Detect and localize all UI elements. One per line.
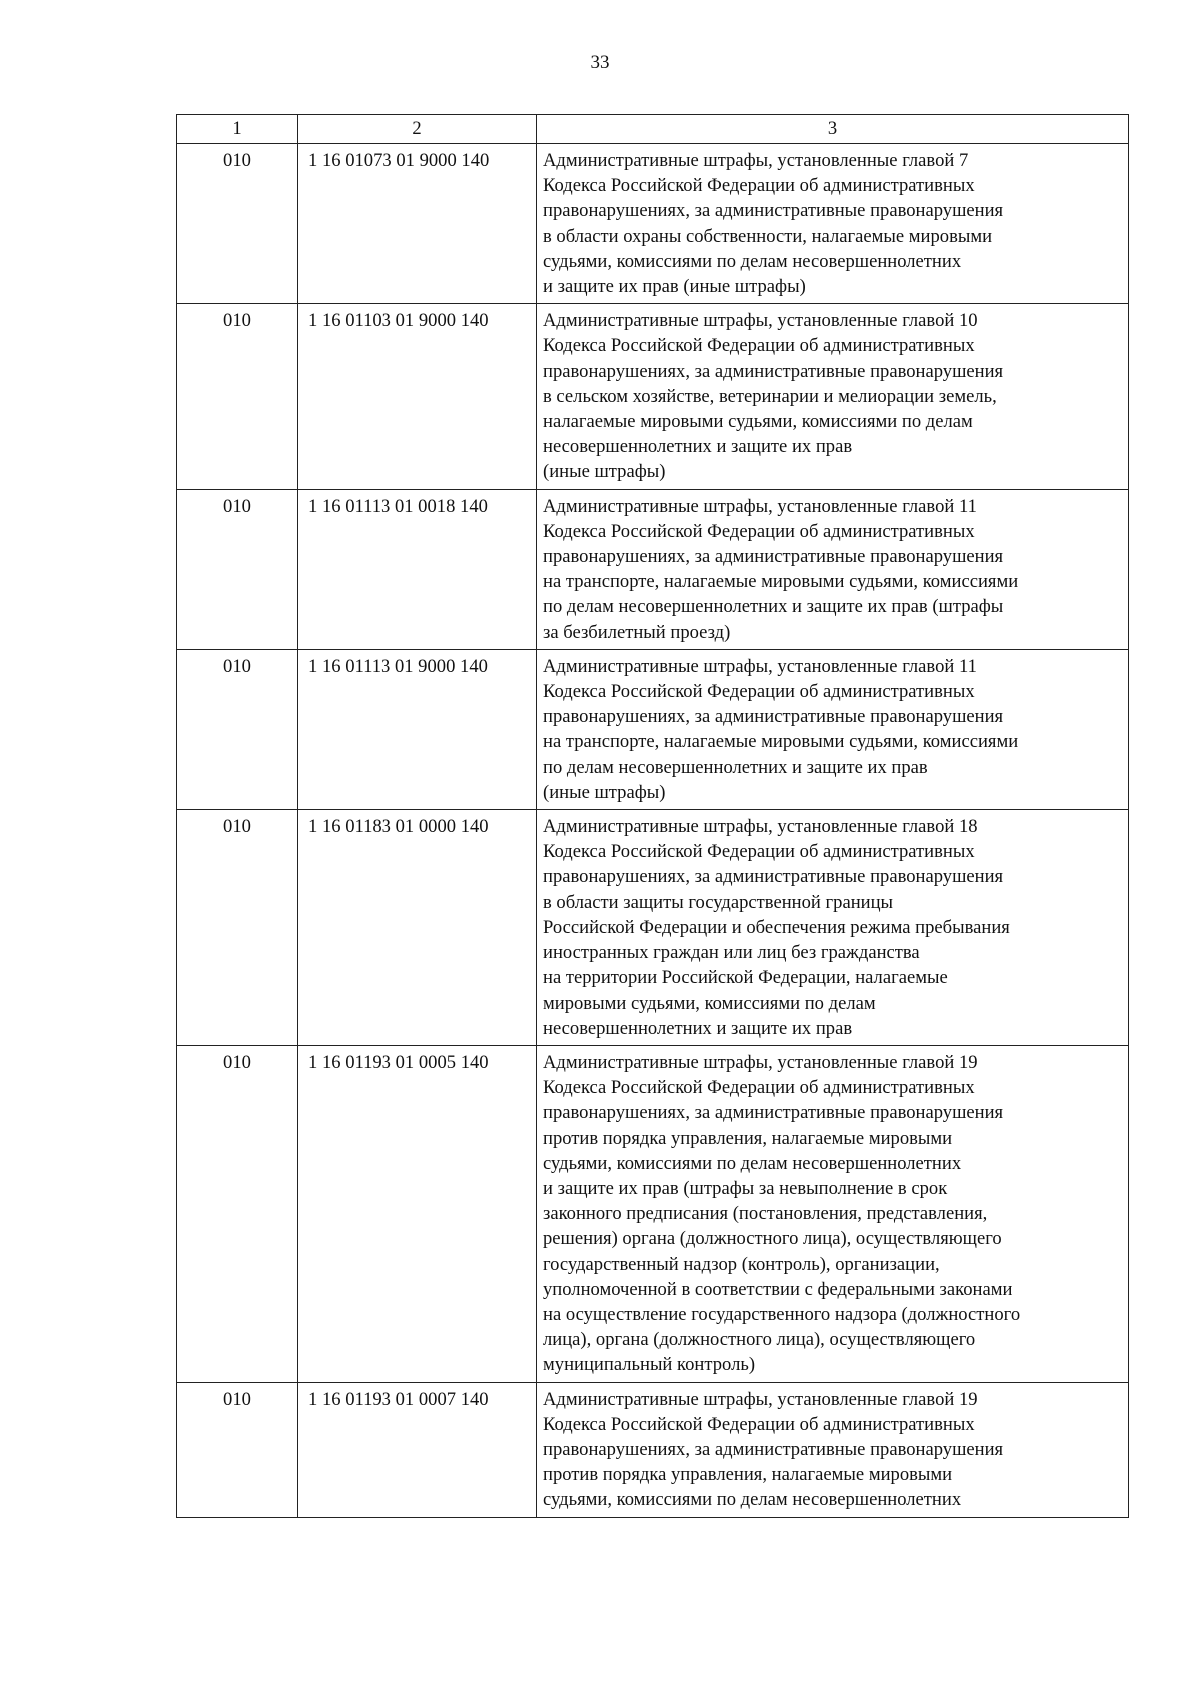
- description-line: Административные штрафы, установленные главой 11: [543, 655, 977, 677]
- table-row: [177, 489, 1129, 649]
- table-row: [177, 649, 1129, 809]
- description-line: в области охраны собственности, налагаемые мировыми: [543, 225, 993, 247]
- description-line: налагаемые мировыми судьями, комиссиями по делам: [543, 411, 973, 433]
- description-line: на осуществление государственного надзора (должностного: [543, 1303, 1021, 1325]
- admin-code-cell: 010: [177, 304, 298, 489]
- description-line: муниципальный контроль): [543, 1354, 756, 1376]
- description-line: уполномоченной в соответствии с федеральными законами: [543, 1278, 1013, 1300]
- table-row: [177, 1382, 1129, 1517]
- description-line: Кодекса Российской Федерации об административных: [543, 1077, 975, 1099]
- description-line: Административные штрафы, установленные главой 7: [543, 150, 969, 171]
- description-line: лица), органа (должностного лица), осуществляющего: [543, 1329, 976, 1351]
- description-line: и защите их прав (штрафы за невыполнение в срок: [543, 1177, 948, 1199]
- budget-classification-code-cell: 1 16 01073 01 9000 140: [298, 144, 537, 304]
- description-line: Кодекса Российской Федерации об административных: [543, 681, 975, 703]
- description-line: против порядка управления, налагаемые мировыми: [543, 1127, 953, 1149]
- description-cell: [537, 1382, 1129, 1517]
- description-line: иностранных граждан или лиц без гражданства: [543, 942, 920, 964]
- budget-codes-table: [176, 114, 1129, 1518]
- description-line: судьями, комиссиями по делам несовершеннолетних: [543, 250, 962, 272]
- description-line: Административные штрафы, установленные главой 19: [543, 1388, 978, 1410]
- description-line: (иные штрафы): [543, 461, 666, 483]
- table-row: [177, 144, 1129, 304]
- description-line: судьями, комиссиями по делам несовершеннолетних: [543, 1152, 962, 1174]
- description-line: правонарушениях, за административные правонарушения: [543, 360, 1004, 382]
- description-line: на территории Российской Федерации, налагаемые: [543, 967, 948, 989]
- description-line: Кодекса Российской Федерации об административных: [543, 841, 975, 863]
- table-body: [177, 144, 1129, 1518]
- description-line: против порядка управления, налагаемые мировыми: [543, 1464, 953, 1486]
- description-line: правонарушениях, за административные правонарушения: [543, 866, 1004, 888]
- description-line: правонарушениях, за административные правонарушения: [543, 200, 1004, 222]
- column-header-2: 2: [298, 115, 537, 144]
- table-row: [177, 1045, 1129, 1382]
- description-cell: [537, 144, 1129, 304]
- description-line: по делам несовершеннолетних и защите их прав (штрафы: [543, 596, 1004, 618]
- description-line: судьями, комиссиями по делам несовершеннолетних: [543, 1489, 962, 1511]
- description-line: Административные штрафы, установленные главой 18: [543, 816, 978, 838]
- description-cell: [537, 489, 1129, 649]
- description-line: правонарушениях, за административные правонарушения: [543, 1102, 1004, 1124]
- admin-code-cell: 010: [177, 1382, 298, 1517]
- description-line: государственный надзор (контроль), организации,: [543, 1253, 940, 1275]
- table-row: [177, 304, 1129, 489]
- admin-code-cell: 010: [177, 649, 298, 809]
- description-line: в сельском хозяйстве, ветеринарии и мелиорации земель,: [543, 385, 997, 407]
- admin-code-cell: 010: [177, 810, 298, 1046]
- description-line: Кодекса Российской Федерации об административных: [543, 1413, 975, 1435]
- column-header-1: 1: [177, 115, 298, 144]
- column-header-3: 3: [537, 115, 1129, 144]
- description-line: Кодекса Российской Федерации об административных: [543, 175, 975, 197]
- budget-classification-code-cell: 1 16 01113 01 0018 140: [298, 489, 537, 649]
- admin-code-cell: 010: [177, 489, 298, 649]
- description-line: мировыми судьями, комиссиями по делам: [543, 992, 876, 1014]
- budget-classification-code-cell: 1 16 01183 01 0000 140: [298, 810, 537, 1046]
- description-line: Административные штрафы, установленные главой 11: [543, 495, 977, 517]
- description-line: правонарушениях, за административные правонарушения: [543, 1438, 1004, 1460]
- description-line: Кодекса Российской Федерации об административных: [543, 520, 975, 542]
- description-line: в области защиты государственной границы: [543, 891, 894, 913]
- description-line: Кодекса Российской Федерации об административных: [543, 335, 975, 357]
- admin-code-cell: 010: [177, 144, 298, 304]
- budget-classification-code-cell: 1 16 01113 01 9000 140: [298, 649, 537, 809]
- description-line: на транспорте, налагаемые мировыми судьями, комиссиями: [543, 571, 1019, 593]
- description-line: законного предписания (постановления, представления,: [543, 1203, 988, 1225]
- budget-classification-code-cell: 1 16 01193 01 0007 140: [298, 1382, 537, 1517]
- description-cell: [537, 649, 1129, 809]
- description-line: по делам несовершеннолетних и защите их прав: [543, 756, 928, 778]
- description-line: Административные штрафы, установленные главой 19: [543, 1051, 978, 1073]
- table-header-row: [177, 115, 1129, 144]
- description-line: (иные штрафы): [543, 781, 666, 803]
- description-line: несовершеннолетних и защите их прав: [543, 1017, 853, 1039]
- description-cell: [537, 810, 1129, 1046]
- description-cell: [537, 304, 1129, 489]
- description-line: правонарушениях, за административные правонарушения: [543, 546, 1004, 568]
- description-line: Российской Федерации и обеспечения режима пребывания: [543, 916, 1010, 938]
- description-line: несовершеннолетних и защите их прав: [543, 436, 853, 458]
- description-line: за безбилетный проезд): [543, 621, 731, 643]
- budget-classification-code-cell: 1 16 01103 01 9000 140: [298, 304, 537, 489]
- description-line: Административные штрафы, установленные главой 10: [543, 310, 978, 332]
- admin-code-cell: 010: [177, 1045, 298, 1382]
- description-line: решения) органа (должностного лица), осуществляющего: [543, 1228, 1002, 1250]
- description-line: на транспорте, налагаемые мировыми судьями, комиссиями: [543, 731, 1019, 753]
- description-line: и защите их прав (иные штрафы): [543, 276, 806, 298]
- page-number: 33: [590, 52, 610, 73]
- table-row: [177, 810, 1129, 1046]
- description-line: правонарушениях, за административные правонарушения: [543, 706, 1004, 728]
- budget-classification-code-cell: 1 16 01193 01 0005 140: [298, 1045, 537, 1382]
- description-cell: [537, 1045, 1129, 1382]
